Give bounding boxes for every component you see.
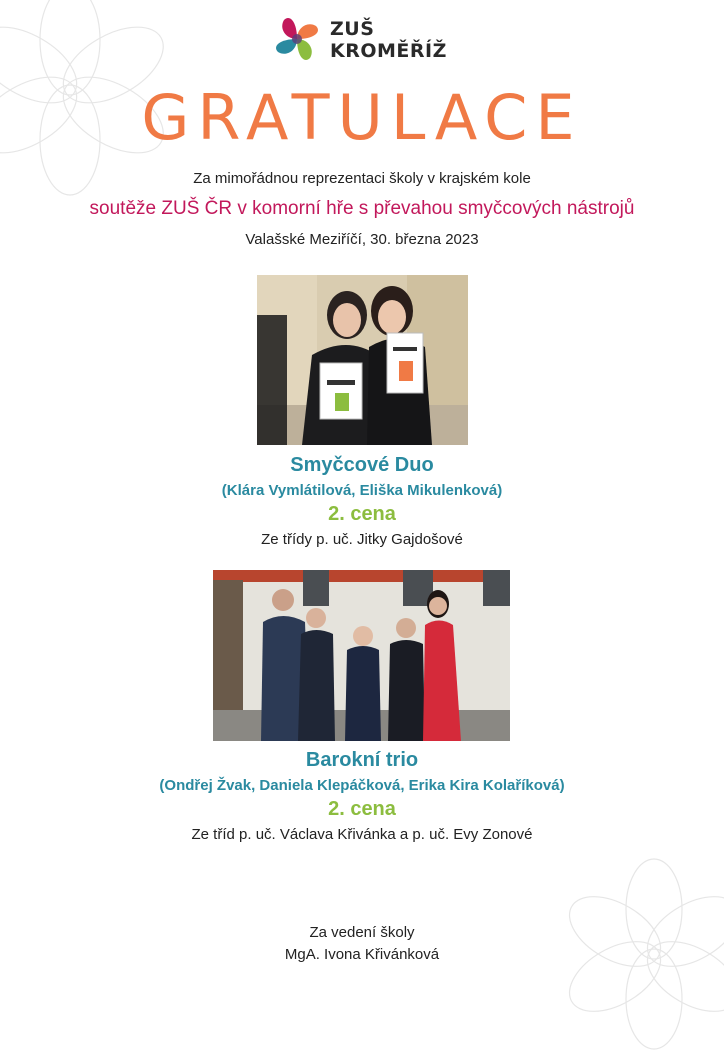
page-title: GRATULACE	[141, 81, 583, 154]
prize-label: 2. cena	[328, 503, 396, 525]
school-logo	[270, 12, 470, 66]
logo-line-2: KROMĚŘÍŽ	[330, 40, 447, 62]
flower-logo-icon	[270, 12, 324, 66]
logo-line-1: ZUŠ	[330, 18, 375, 40]
ensemble-name: Barokní trio	[305, 749, 419, 771]
ensemble-name: Smyčcové Duo	[290, 454, 434, 476]
teacher-line: Ze třídy p. uč. Jitky Gajdošové	[261, 531, 463, 548]
logo-text	[330, 18, 447, 62]
prize-label: 2. cena	[328, 798, 396, 820]
event-place-date: Valašské Meziříčí, 30. března 2023	[245, 231, 479, 248]
competition-name: soutěže ZUŠ ČR v komorní hře s převahou smyčcových nástrojů	[89, 198, 635, 219]
signature-name: MgA. Ivona Křivánková	[284, 946, 440, 963]
duo-photo	[257, 275, 468, 445]
trio-photo	[213, 570, 510, 741]
signature-line: Za vedení školy	[309, 924, 415, 941]
ensemble-members: (Ondřej Žvak, Daniela Klepáčková, Erika Kira Kolaříková)	[159, 777, 565, 794]
ensemble-members: (Klára Vymlátilová, Eliška Mikulenková)	[221, 482, 503, 499]
teacher-line: Ze tříd p. uč. Václava Křivánka a p. uč. Evy Zonové	[191, 826, 533, 843]
intro-line: Za mimořádnou reprezentaci školy v krajském kole	[193, 170, 531, 187]
